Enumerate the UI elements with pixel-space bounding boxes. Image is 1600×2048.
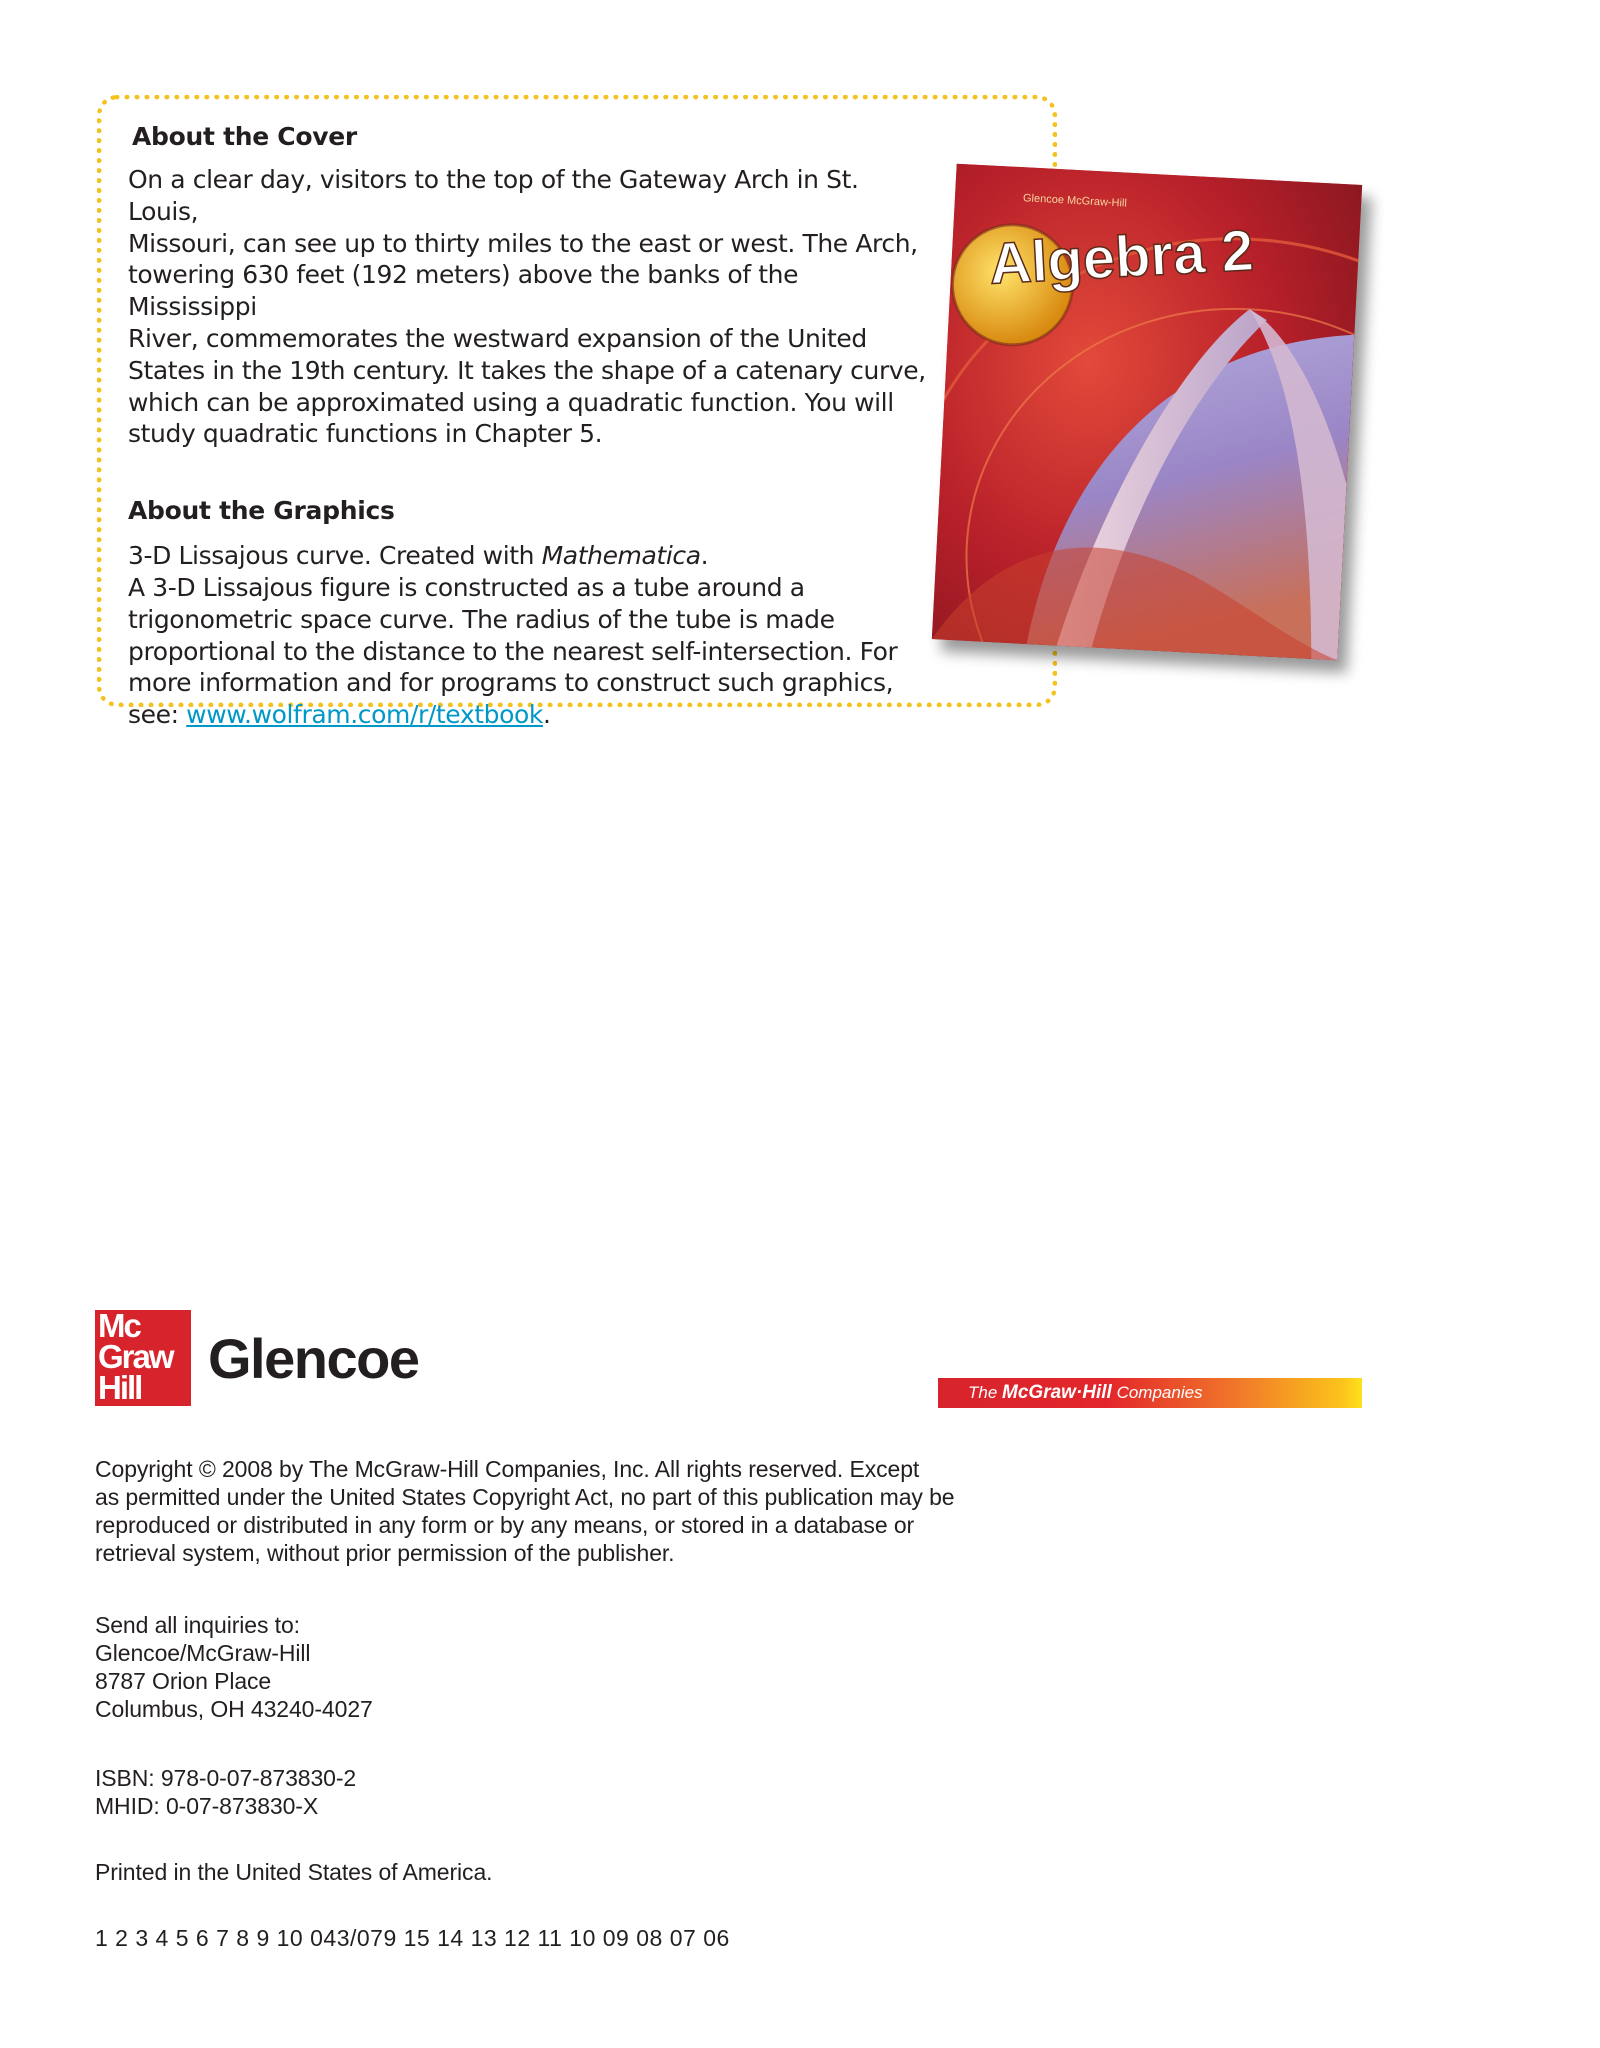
text-line: Missouri, can see up to thirty miles to the east or west. The Arch, — [128, 228, 918, 258]
cover-series-label: Glencoe McGraw-Hill — [1022, 192, 1128, 210]
mcgraw-hill-logo — [95, 1307, 191, 1406]
cover-title: Algebra 2 — [987, 217, 1256, 297]
text-line: as permitted under the United States Copyright Act, no part of this publication may be — [95, 1484, 955, 1510]
text-line: A 3-D Lissajous figure is constructed as a tube around a — [128, 572, 805, 602]
book-cover-image — [932, 164, 1362, 661]
about-graphics-heading: About the Graphics — [128, 496, 395, 526]
isbn-block — [95, 1764, 1095, 1820]
text-line: Columbus, OH 43240-4027 — [95, 1696, 373, 1722]
inquiries-address — [95, 1611, 1095, 1723]
wolfram-link[interactable]: www.wolfram.com/r/textbook — [186, 700, 543, 730]
about-graphics-body — [128, 540, 928, 731]
copyright-notice — [95, 1455, 1095, 1567]
bar-brand: McGraw·Hill — [1002, 1382, 1112, 1403]
text-line: more information and for programs to construct such graphics, — [128, 668, 894, 698]
mhid-line: MHID: 0-07-873830-X — [95, 1793, 319, 1819]
logo-line: Mc — [98, 1307, 140, 1344]
text-line: proportional to the distance to the nearest self-intersection. For — [128, 636, 898, 666]
text-line: On a clear day, visitors to the top of the Gateway Arch in St. Louis, — [128, 165, 859, 226]
glencoe-imprint: Glencoe — [208, 1327, 419, 1390]
text-punctuation: . — [700, 541, 709, 571]
text-line: River, commemorates the westward expansion of the United — [128, 323, 867, 353]
text-punctuation: . — [542, 700, 551, 730]
bar-prefix: The — [968, 1383, 1003, 1402]
text-line: reproduced or distributed in any form or by any means, or stored in a database or — [95, 1512, 915, 1538]
text-line: Glencoe/McGraw-Hill — [95, 1640, 311, 1666]
text-line: 8787 Orion Place — [95, 1668, 272, 1694]
about-cover-body — [128, 164, 928, 450]
logo-line: Graw — [98, 1338, 173, 1375]
text-line: 3-D Lissajous curve. Created with — [128, 541, 542, 571]
about-section — [128, 120, 928, 731]
text-line: Copyright © 2008 by The McGraw-Hill Companies, Inc. All rights reserved. Except — [95, 1456, 920, 1482]
isbn-line: ISBN: 978-0-07-873830-2 — [95, 1765, 357, 1791]
mcgraw-hill-companies-bar — [938, 1378, 1362, 1408]
text-line: Send all inquiries to: — [95, 1612, 300, 1638]
logo-line: Hill — [98, 1369, 142, 1406]
bar-suffix: Companies — [1111, 1383, 1203, 1402]
printed-in: Printed in the United States of America. — [95, 1859, 493, 1885]
mathematica-italic: Mathematica — [541, 541, 701, 571]
text-line: States in the 19th century. It takes the shape of a catenary curve, — [128, 355, 926, 385]
about-cover-heading: About the Cover — [132, 122, 357, 151]
link-prefix: see: — [128, 700, 187, 730]
text-line: retrieval system, without prior permission of the publisher. — [95, 1540, 675, 1566]
print-line: 1 2 3 4 5 6 7 8 9 10 043/079 15 14 13 12 11 10 09 08 07 06 — [95, 1925, 730, 1951]
text-line: towering 630 feet (192 meters) above the banks of the Mississippi — [128, 260, 799, 322]
text-line: study quadratic functions in Chapter 5. — [128, 419, 603, 449]
text-line: which can be approximated using a quadratic function. You will — [128, 387, 894, 417]
text-line: trigonometric space curve. The radius of the tube is made — [128, 604, 835, 634]
